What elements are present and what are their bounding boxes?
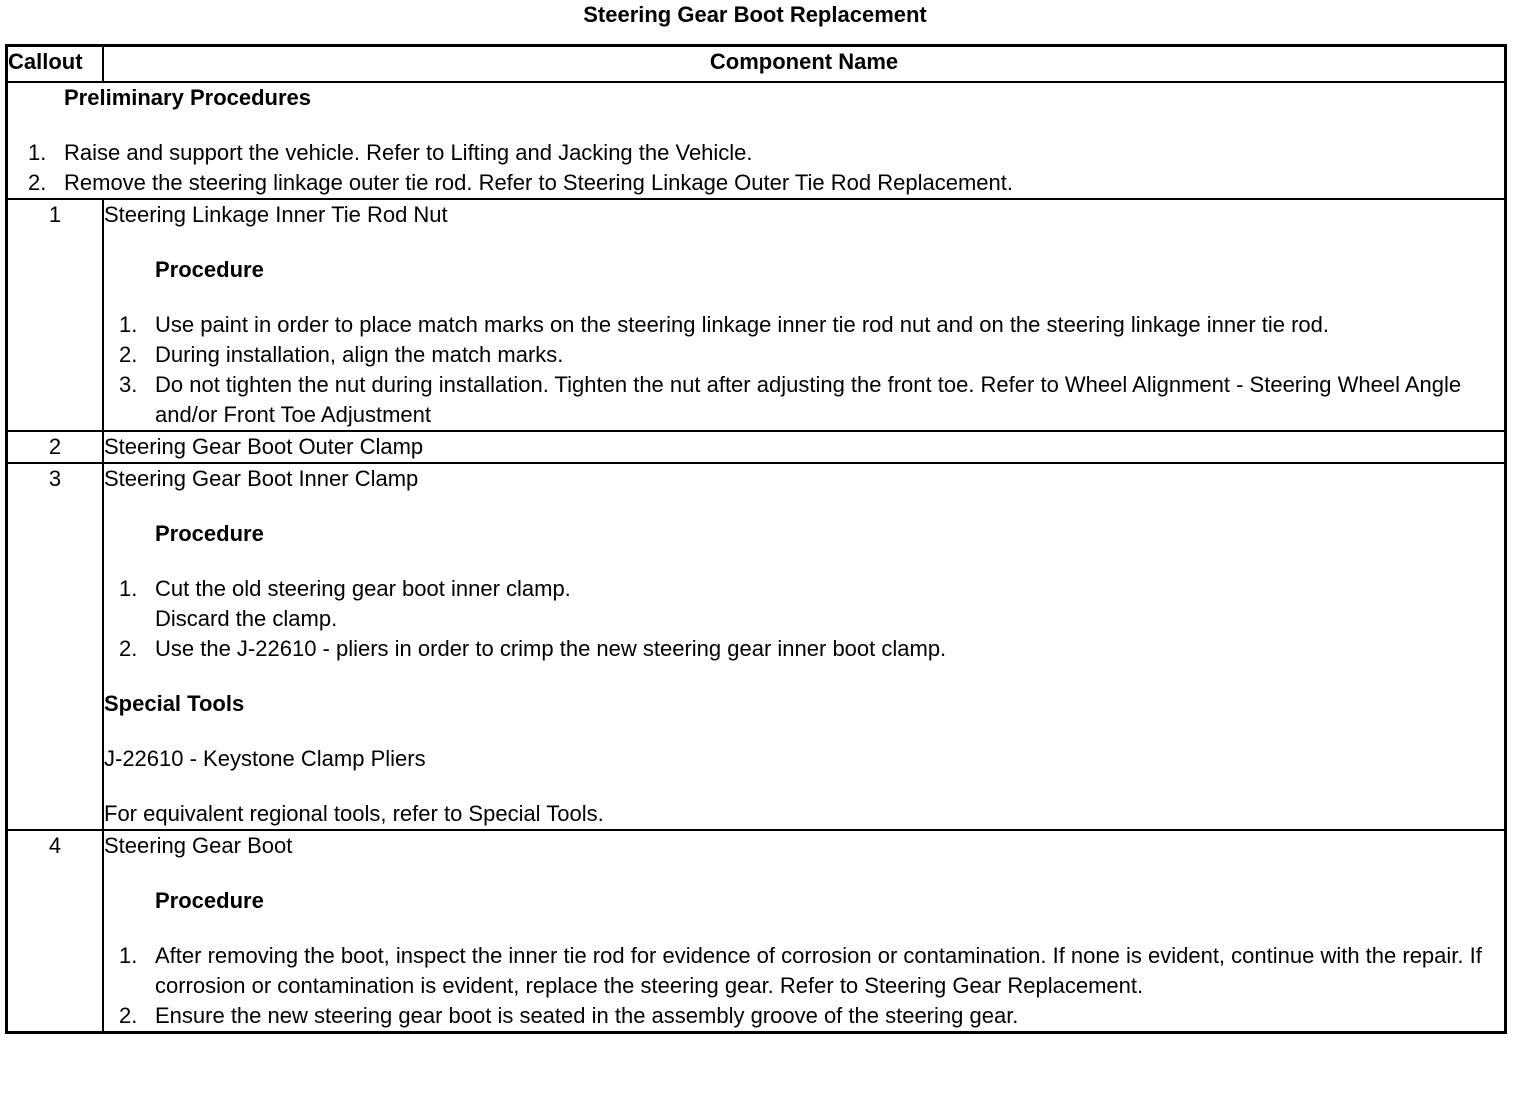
step-subtext: Discard the clamp. [155, 606, 338, 631]
preliminary-steps [8, 138, 1504, 198]
procedure-heading: Procedure [155, 888, 264, 913]
component-cell [103, 463, 1506, 830]
step-text: After removing the boot, inspect the inner tie rod for evidence of corrosion or contamination. If none is evident, continue with the repair. If corrosion or contamination is evident, replace the steering gear. Refer to Steering Gear Replacement. [155, 943, 1482, 998]
list-item [8, 138, 1504, 168]
preliminary-heading: Preliminary Procedures [64, 85, 312, 110]
table-row [7, 199, 1506, 431]
component-name: Steering Gear Boot Outer Clamp [104, 434, 424, 459]
callout-cell: 4 [7, 830, 104, 1033]
list-item [104, 340, 1504, 370]
component-name: Steering Gear Boot [104, 833, 293, 858]
step-text: Ensure the new steering gear boot is seated in the assembly groove of the steering gear. [155, 1003, 1019, 1028]
step-number: 1. [119, 943, 138, 968]
table-row [7, 431, 1506, 463]
header-component-name: Component Name [103, 46, 1506, 83]
preliminary-cell [7, 82, 1506, 199]
equivalent-tools-note: For equivalent regional tools, refer to Special Tools. [104, 801, 604, 826]
list-item [104, 574, 1504, 634]
step-text: Remove the steering linkage outer tie rod. Refer to Steering Linkage Outer Tie Rod Replacement. [64, 170, 1013, 195]
callout-cell: 1 [7, 199, 104, 431]
special-tool-item: J-22610 - Keystone Clamp Pliers [104, 746, 426, 771]
table-row [7, 830, 1506, 1033]
procedure-steps [104, 574, 1504, 664]
step-text: Cut the old steering gear boot inner clamp. [155, 576, 571, 601]
component-name: Steering Linkage Inner Tie Rod Nut [104, 202, 448, 227]
page-title: Steering Gear Boot Replacement [583, 2, 927, 27]
step-number: 3. [119, 372, 138, 397]
step-text: Raise and support the vehicle. Refer to Lifting and Jacking the Vehicle. [64, 140, 753, 165]
table-header-row [7, 46, 1506, 83]
step-text: During installation, align the match marks. [155, 342, 564, 367]
special-tools-heading: Special Tools [104, 691, 245, 716]
list-item [104, 310, 1504, 340]
callout-cell: 2 [7, 431, 104, 463]
procedure-heading: Procedure [155, 521, 264, 546]
procedure-steps [104, 310, 1504, 430]
component-cell [103, 431, 1506, 463]
list-item [104, 1001, 1504, 1031]
step-text: Use the J-22610 - pliers in order to crimp the new steering gear inner boot clamp. [155, 636, 947, 661]
procedure-heading: Procedure [155, 257, 264, 282]
list-item [104, 941, 1504, 1001]
step-number: 2. [28, 170, 47, 195]
component-cell [103, 830, 1506, 1033]
step-number: 2. [119, 342, 138, 367]
callout-cell: 3 [7, 463, 104, 830]
step-number: 2. [119, 1003, 138, 1028]
list-item [104, 370, 1504, 430]
list-item [104, 634, 1504, 664]
list-item [8, 168, 1504, 198]
component-name: Steering Gear Boot Inner Clamp [104, 466, 419, 491]
step-number: 1. [119, 312, 138, 337]
component-cell [103, 199, 1506, 431]
step-number: 1. [119, 576, 138, 601]
preliminary-row [7, 82, 1506, 199]
step-text: Do not tighten the nut during installation. Tighten the nut after adjusting the front toe. Refer to Wheel Alignment - Steering Wheel Angle and/or Front Toe Adjustment [155, 372, 1462, 427]
procedure-steps [104, 941, 1504, 1031]
step-text: Use paint in order to place match marks on the steering linkage inner tie rod nut and on the steering linkage inner tie rod. [155, 312, 1330, 337]
table-row [7, 463, 1506, 830]
header-callout: Callout [7, 46, 104, 83]
step-number: 2. [119, 636, 138, 661]
step-number: 1. [28, 140, 47, 165]
procedure-table [5, 44, 1507, 1034]
